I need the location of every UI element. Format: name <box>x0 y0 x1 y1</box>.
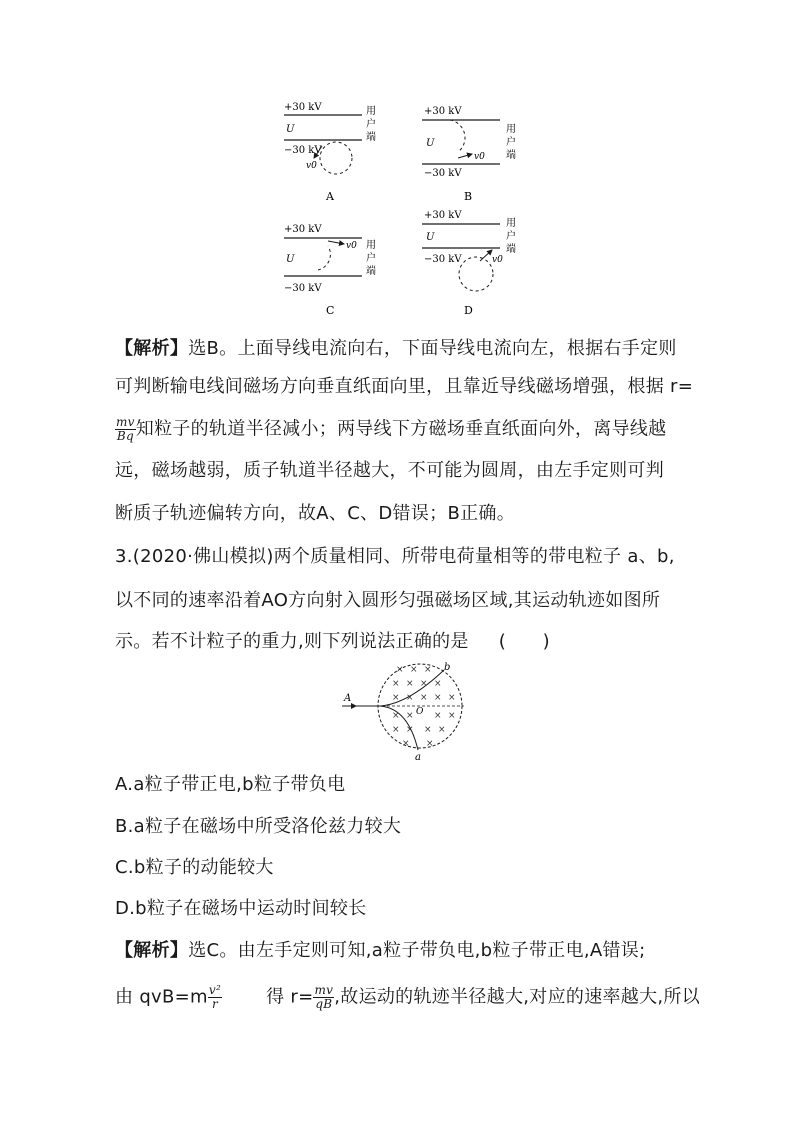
user-label-2: 户 <box>506 231 516 242</box>
user-label-2: 户 <box>366 253 376 264</box>
answer-paren: ( ) <box>498 631 550 652</box>
user-label-2: 户 <box>366 119 376 130</box>
v0-label: v0 <box>346 241 357 251</box>
trajectory-arc <box>318 246 330 270</box>
caption: C <box>326 304 335 317</box>
analysis-text: 选B。上面导线电流向右，下面导线电流向左，根据右手定则 <box>188 338 677 359</box>
user-label-3: 端 <box>366 266 376 277</box>
top-voltage-label: +30 kV <box>284 224 322 235</box>
field-cross: × <box>420 693 428 703</box>
label-a-point: A <box>344 693 352 704</box>
figure-option-a <box>284 102 376 203</box>
option-c: C.b粒子的动能较大 <box>115 857 274 878</box>
figure-option-d <box>422 210 516 317</box>
v0-label: v0 <box>492 255 503 265</box>
option-d: D.b粒子在磁场中运动时间较长 <box>115 898 367 919</box>
v0-label: v0 <box>474 152 485 162</box>
field-cross: × <box>448 711 456 721</box>
formula-fraction: $\frac{mv}{Bq}$ <box>116 415 135 443</box>
analysis-text: 选C。由左手定则可知,a粒子带负电,b粒子带正电,A错误; <box>188 940 646 961</box>
analysis2-line-2: 由 qvB=m $\frac{\text{v²}}{r}$ 得 r= $\frac{mv}{qB}$ ,故运动的轨迹半径越大,对应的速率越大,所以 <box>115 983 701 1011</box>
question-line-3: 示。若不计粒子的重力,则下列说法正确的是 ( ) <box>115 631 550 652</box>
u-label: U <box>426 232 435 243</box>
user-label-3: 端 <box>506 150 516 161</box>
field-cross: × <box>406 693 414 703</box>
field-cross: × <box>410 665 418 675</box>
field-cross: × <box>392 725 400 735</box>
top-voltage-label: +30 kV <box>284 102 322 113</box>
top-voltage-label: +30 kV <box>424 106 462 117</box>
label-a: a <box>415 752 421 762</box>
formula-fraction-1: $\frac{\text{v²}}{r}$ <box>208 983 222 1011</box>
analysis-line-5: 断质子轨迹偏转方向，故A、C、D错误；B正确。 <box>115 503 515 524</box>
analysis-bracket: 【解析】 <box>115 338 189 359</box>
u-label: U <box>286 124 295 135</box>
analysis-line-4: 远，磁场越弱，质子轨道半径越大，不可能为圆周，由左手定则可判 <box>115 460 664 481</box>
option-a: A.a粒子带正电,b粒子带负电 <box>115 774 346 795</box>
option-b: B.a粒子在磁场中所受洛伦兹力较大 <box>115 816 402 837</box>
field-cross: × <box>448 693 456 703</box>
field-cross: × <box>396 665 404 675</box>
field-cross: × <box>392 711 400 721</box>
bottom-voltage-label: −30 kV <box>284 145 322 156</box>
u-label: U <box>426 138 435 149</box>
label-b: b <box>444 662 451 673</box>
analysis2-line-1 <box>115 940 645 962</box>
field-cross: × <box>434 711 442 721</box>
field-cross: × <box>434 693 442 703</box>
user-label-1: 用 <box>366 240 376 251</box>
trajectory-circle <box>459 257 493 291</box>
magnetic-field-figure <box>336 660 468 762</box>
trajectory-arc <box>450 120 465 152</box>
user-label-3: 端 <box>366 132 376 143</box>
bottom-voltage-label: −30 kV <box>284 283 322 294</box>
analysis-line-3: $\frac{mv}{Bq}$ 知粒子的轨道半径减小；两导线下方磁场垂直纸面向外，离导线越 <box>116 415 667 443</box>
figure-four-options <box>270 98 540 320</box>
caption: B <box>464 190 473 203</box>
v0-label: v0 <box>306 161 317 171</box>
u-label: U <box>286 254 295 265</box>
field-cross: × <box>426 739 434 749</box>
field-cross: × <box>424 725 432 735</box>
field-cross: × <box>424 665 432 675</box>
velocity-arrow <box>328 241 344 244</box>
bottom-voltage-label: −30 kV <box>424 168 462 179</box>
user-label-2: 户 <box>506 137 516 148</box>
label-o: O <box>416 707 424 717</box>
velocity-arrow <box>480 250 492 261</box>
field-cross: × <box>392 679 400 689</box>
analysis-line-2: 可判断输电线间磁场方向垂直纸面向里，且靠近导线磁场增强，根据 r= <box>115 376 694 397</box>
caption: A <box>326 190 334 203</box>
analysis-bracket: 【解析】 <box>115 940 189 961</box>
field-cross: × <box>434 679 442 689</box>
user-label-3: 端 <box>506 244 516 255</box>
field-cross: × <box>406 711 414 721</box>
analysis-line-1 <box>115 338 677 360</box>
field-cross: × <box>406 725 414 735</box>
field-cross: × <box>406 679 414 689</box>
figure-option-b <box>422 106 516 203</box>
question-line-1: 3.(2020·佛山模拟)两个质量相同、所带电荷量相等的带电粒子 a、b, <box>115 546 675 567</box>
field-crosses <box>392 665 456 749</box>
user-label-1: 用 <box>506 218 516 229</box>
bottom-voltage-label: −30 kV <box>424 254 462 265</box>
field-cross: × <box>438 725 446 735</box>
field-cross: × <box>392 693 400 703</box>
user-label-1: 用 <box>506 124 516 135</box>
caption: D <box>464 304 473 317</box>
top-voltage-label: +30 kV <box>424 210 462 221</box>
question-line-2: 以不同的速率沿着AO方向射入圆形匀强磁场区域,其运动轨迹如图所 <box>115 590 661 611</box>
figure-option-c <box>284 224 376 317</box>
field-cross: × <box>420 679 428 689</box>
formula-fraction-2: $\frac{mv}{qB}$ <box>314 983 334 1011</box>
velocity-arrow <box>458 154 472 158</box>
user-label-1: 用 <box>366 106 376 117</box>
trajectory-circle <box>320 142 352 174</box>
field-cross: × <box>402 739 410 749</box>
